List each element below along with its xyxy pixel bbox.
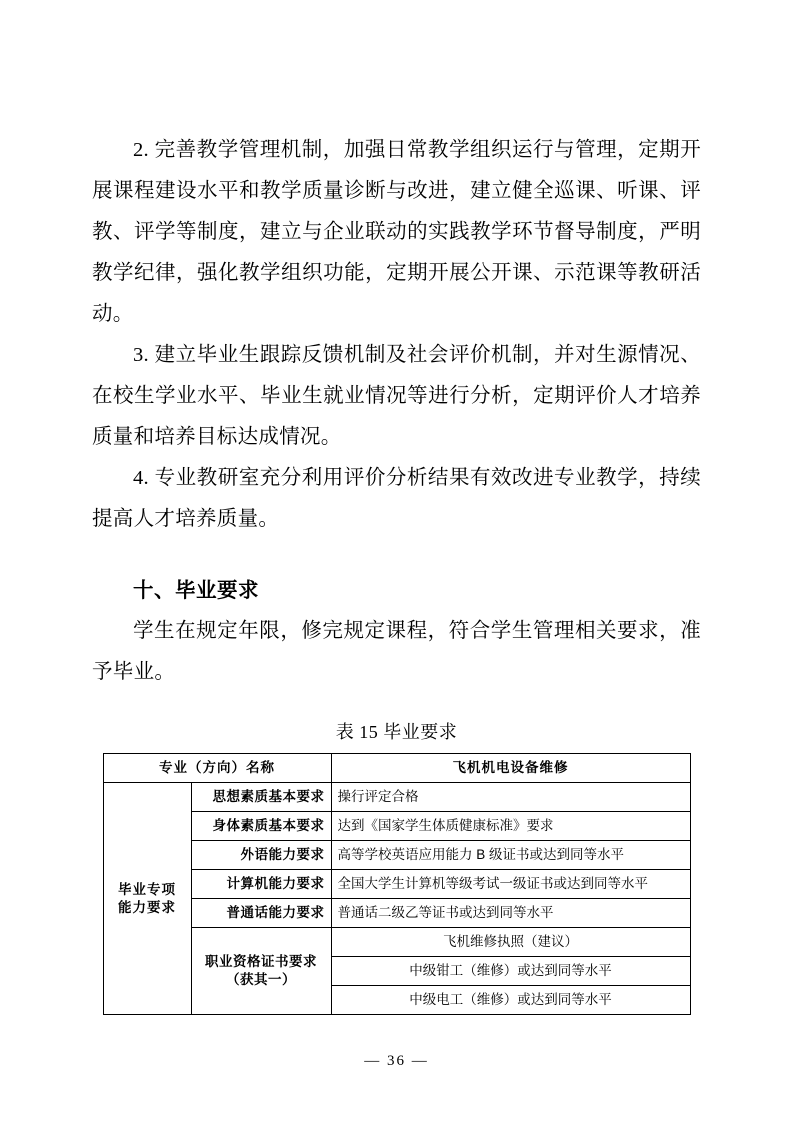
cert-label-line2: （获其一） <box>226 972 296 987</box>
table-row <box>103 928 690 957</box>
table-caption: 表 15 毕业要求 <box>335 722 458 742</box>
row-value-physical: 达到《国家学生体质健康标准》要求 <box>331 812 690 841</box>
header-major-value: 飞机机电设备维修 <box>331 754 690 783</box>
table-row <box>103 870 690 899</box>
paragraph-4: 4. 专业教研室充分利用评价分析结果有效改进专业教学，持续提高人才培养质量。 <box>92 467 701 530</box>
table-row <box>103 812 690 841</box>
cert-label-line1: 职业资格证书要求 <box>205 954 317 969</box>
cert-value-1: 飞机维修执照（建议） <box>331 928 690 957</box>
row-label-physical: 身体素质基本要求 <box>191 812 331 841</box>
row-label-ideology: 思想素质基本要求 <box>191 783 331 812</box>
row-label-foreign-language: 外语能力要求 <box>191 841 331 870</box>
page-number: — 36 — <box>364 1053 429 1069</box>
paragraph-3: 3. 建立毕业生跟踪反馈机制及社会评价机制，并对生源情况、在校生学业水平、毕业生就业情况等进行分析，定期评价人才培养质量和培养目标达成情况。 <box>92 344 701 448</box>
paragraph-2: 2. 完善教学管理机制，加强日常教学组织运行与管理，定期开展课程建设水平和教学质量诊断与改进，建立健全巡课、听课、评教、评学等制度，建立与企业联动的实践教学环节督导制度，严明教学纪律，强化教学组织功能，定期开展公开课、示范课等教研活动。 <box>92 139 701 325</box>
table-header-row <box>103 754 690 783</box>
row-value-foreign-language: 高等学校英语应用能力 B 级证书或达到同等水平 <box>331 841 690 870</box>
section-heading: 十、毕业要求 <box>133 579 259 602</box>
table-row <box>103 899 690 928</box>
group-label-line2: 能力要求 <box>118 899 176 915</box>
group-label-cell <box>103 783 191 1015</box>
row-label-mandarin: 普通话能力要求 <box>191 899 331 928</box>
graduation-requirements-table <box>103 753 691 1015</box>
row-value-computer: 全国大学生计算机等级考试一级证书或达到同等水平 <box>331 870 690 899</box>
section-paragraph: 学生在规定年限，修完规定课程，符合学生管理相关要求，准予毕业。 <box>92 620 701 683</box>
table-row <box>103 841 690 870</box>
row-label-computer: 计算机能力要求 <box>191 870 331 899</box>
row-value-ideology: 操行评定合格 <box>331 783 690 812</box>
cert-value-3: 中级电工（维修）或达到同等水平 <box>331 986 690 1015</box>
cert-value-2: 中级钳工（维修）或达到同等水平 <box>331 957 690 986</box>
header-major-name: 专业（方向）名称 <box>103 754 331 783</box>
row-value-mandarin: 普通话二级乙等证书或达到同等水平 <box>331 899 690 928</box>
table-row <box>103 783 690 812</box>
group-label-line1: 毕业专项 <box>118 881 176 897</box>
cert-label-cell <box>191 928 331 1015</box>
